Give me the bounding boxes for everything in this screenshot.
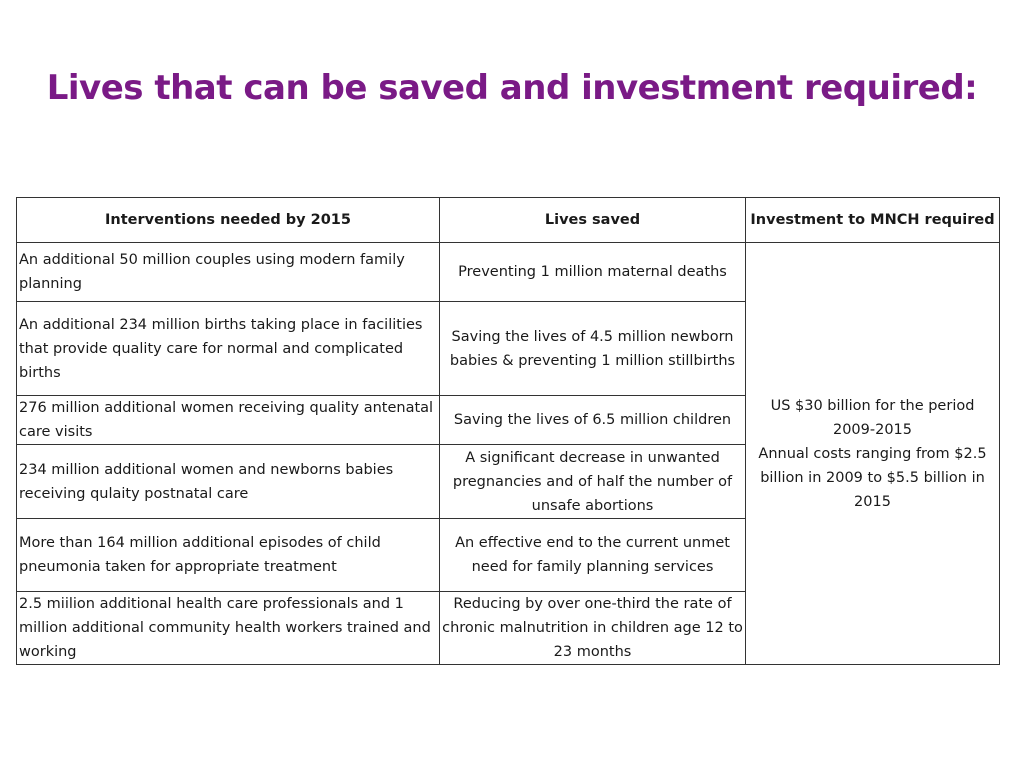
investment-annual-costs: Annual costs ranging from $2.5 billion in 2009 to $5.5 billion in 2015 <box>758 445 987 510</box>
intervention-cell: An additional 50 million couples using modern family planning <box>17 243 440 302</box>
header-investment: Investment to MNCH required <box>746 198 1000 243</box>
header-lives-saved: Lives saved <box>440 198 746 243</box>
intervention-cell: 276 million additional women receiving quality antenatal care visits <box>17 396 440 445</box>
intervention-cell: An additional 234 million births taking place in facilities that provide quality care for normal and complicated births <box>17 302 440 396</box>
investment-cell <box>746 243 1000 665</box>
lives-saved-cell: Saving the lives of 6.5 million children <box>440 396 746 445</box>
slide-title: Lives that can be saved and investment required: <box>46 68 978 108</box>
interventions-table <box>16 197 1000 665</box>
investment-total: US $30 billion for the period 2009-2015 <box>770 397 975 438</box>
table-row <box>17 243 1000 302</box>
intervention-cell: 2.5 miilion additional health care professionals and 1 million additional community health workers trained and working <box>17 592 440 665</box>
intervention-cell: More than 164 million additional episodes of child pneumonia taken for appropriate treatment <box>17 519 440 592</box>
header-interventions: Interventions needed by 2015 <box>17 198 440 243</box>
lives-saved-cell: Preventing 1 million maternal deaths <box>440 243 746 302</box>
lives-saved-cell: Saving the lives of 4.5 million newborn babies & preventing 1 million stillbirths <box>440 302 746 396</box>
table-header-row <box>17 198 1000 243</box>
lives-saved-cell: A significant decrease in unwanted pregnancies and of half the number of unsafe abortions <box>440 445 746 519</box>
intervention-cell: 234 million additional women and newborns babies receiving qulaity postnatal care <box>17 445 440 519</box>
lives-saved-cell: Reducing by over one-third the rate of chronic malnutrition in children age 12 to 23 months <box>440 592 746 665</box>
lives-saved-cell: An effective end to the current unmet need for family planning services <box>440 519 746 592</box>
